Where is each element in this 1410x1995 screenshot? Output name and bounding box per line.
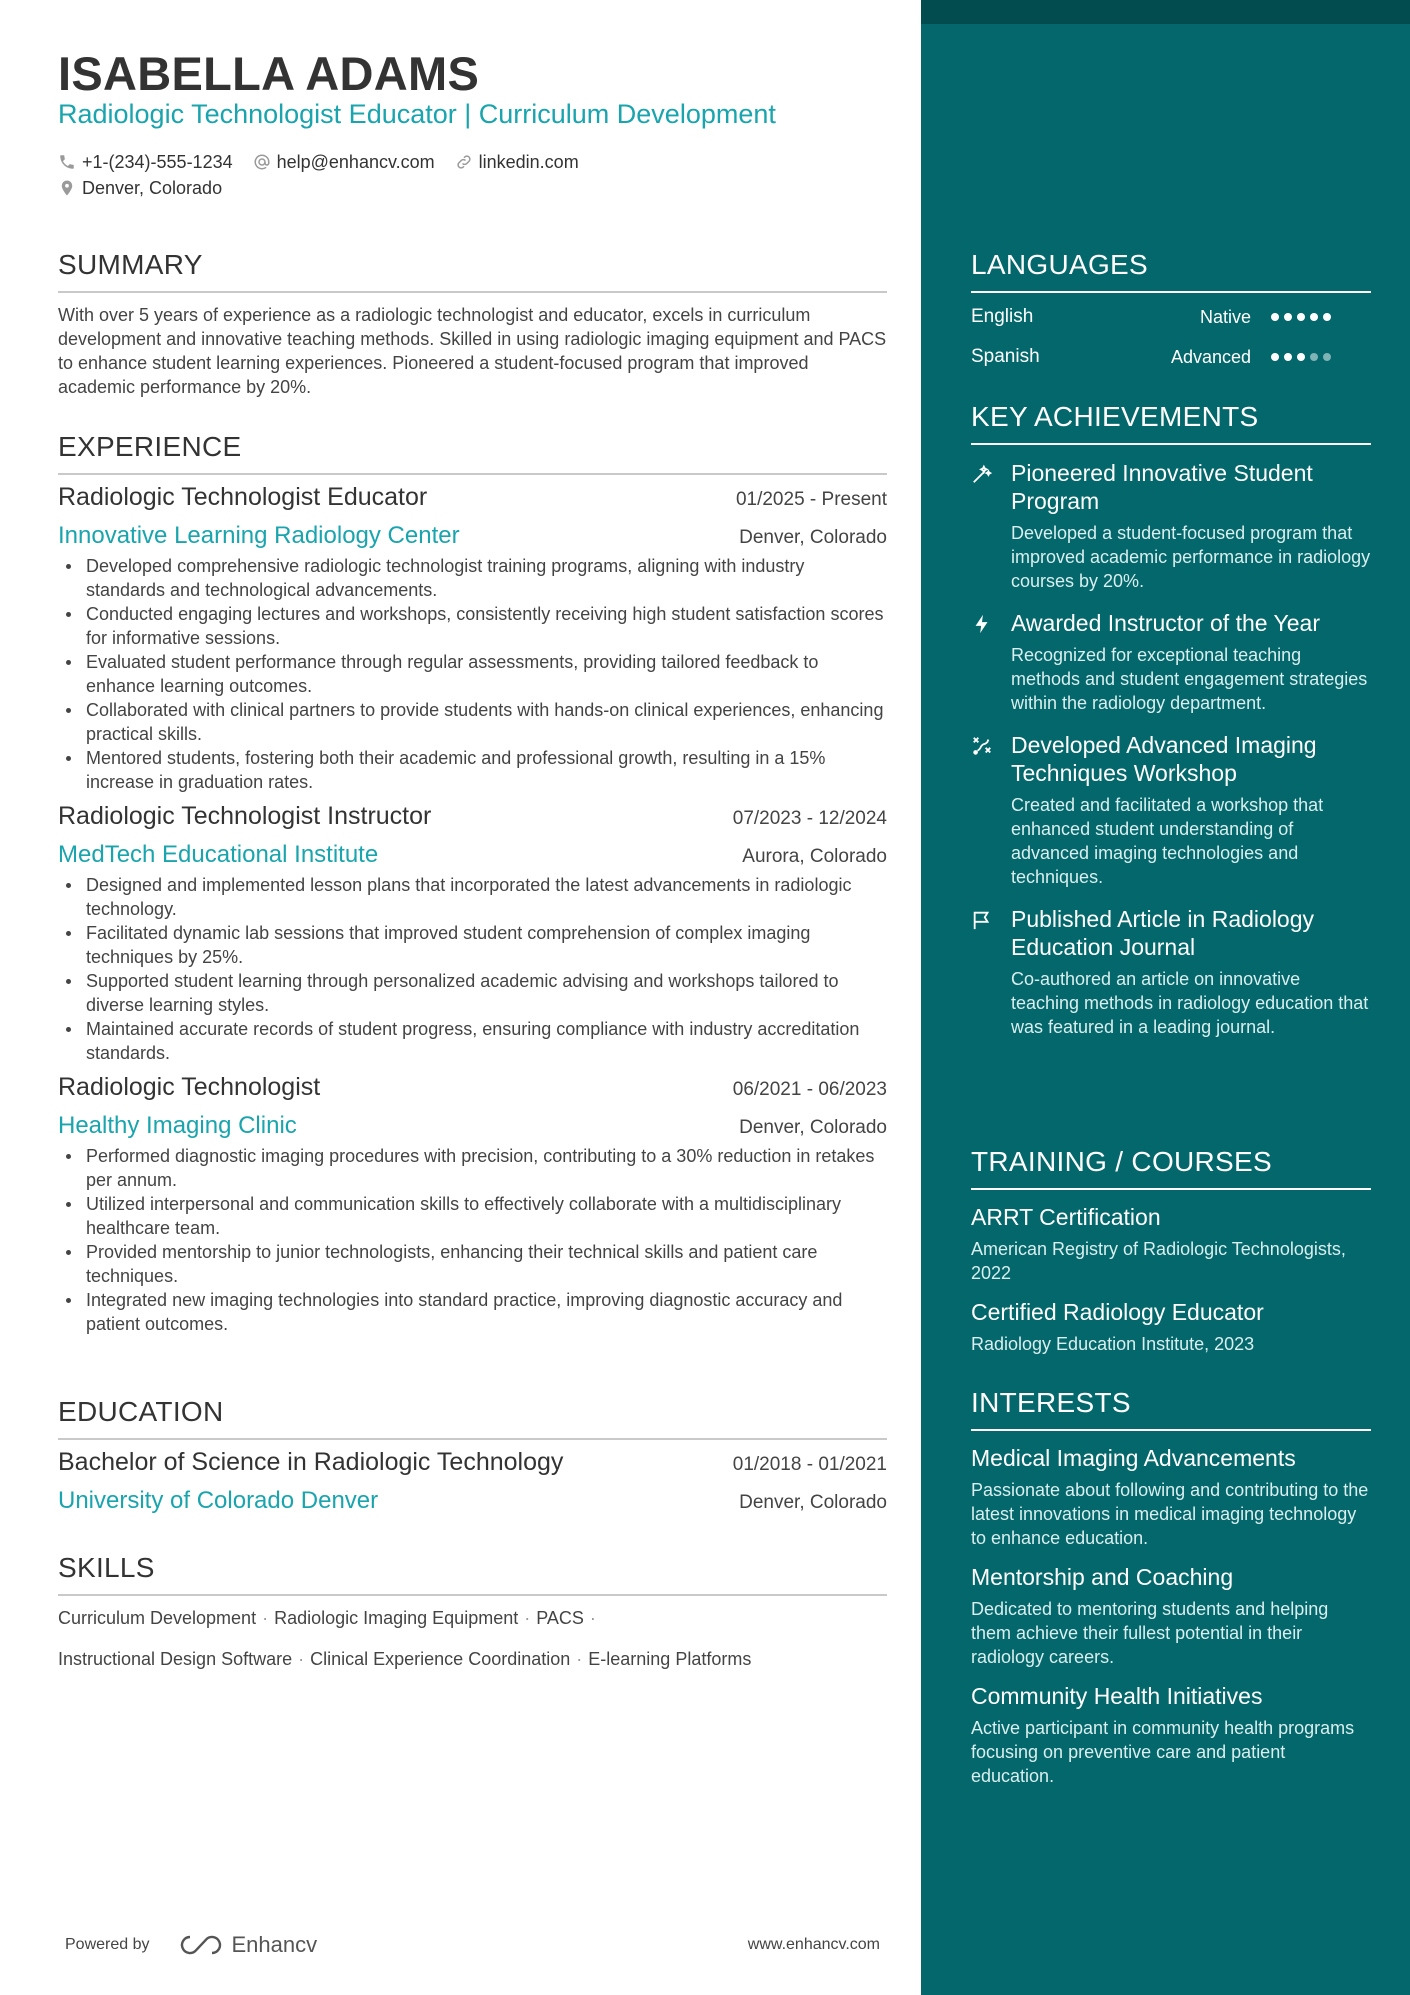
job-bullet: Developed comprehensive radiologic technologist training programs, aligning with industry standards and technological advancements. [58,554,887,602]
education-entry [58,1448,887,1515]
interest-item [971,1445,1371,1550]
job-bullet: Evaluated student performance through regular assessments, providing tailored feedback to enhance learning outcomes. [58,650,887,698]
language-rating [1271,353,1336,361]
rating-dot [1323,313,1331,321]
course-title: Certified Radiology Educator [971,1299,1264,1325]
experience-section [58,431,887,1336]
language-row [971,297,1371,337]
summary-title: SUMMARY [58,249,203,280]
summary-section [58,249,887,399]
interests-section [971,1387,1371,1788]
skills-section [58,1552,887,1671]
language-rating [1271,313,1336,321]
enhancv-logo-icon [178,1933,224,1957]
candidate-name: ISABELLA ADAMS [58,47,480,100]
job-bullets [58,554,887,794]
job-bullet: Integrated new imaging technologies into standard practice, improving diagnostic accuracy and patient outcomes. [58,1288,887,1336]
languages-section [971,249,1371,377]
interest-item [971,1683,1371,1788]
linkedin-contact[interactable] [455,152,579,173]
language-level: Advanced [1170,346,1251,367]
section-divider [971,291,1371,293]
achievement-desc: Recognized for exceptional teaching methods and student engagement strategies within the radiology department. [1011,645,1368,713]
language-name: Spanish [971,346,1040,367]
job-bullet: Collaborated with clinical partners to provide students with hands-on clinical experiences, enhancing practical skills. [58,698,887,746]
company-name: MedTech Educational Institute [58,841,379,868]
education-location: Denver, Colorado [739,1492,887,1513]
languages-title: LANGUAGES [971,249,1148,280]
section-divider [971,1188,1371,1190]
skills-title: SKILLS [58,1552,155,1583]
skill-item: Clinical Experience Coordination [310,1649,571,1669]
education-title: EDUCATION [58,1396,224,1427]
job-bullet: Supported student learning through personalized academic advising and workshops tailored to diverse learning styles. [58,969,887,1017]
email-text: help@enhancv.com [276,151,435,172]
achievement-item [971,905,1371,1039]
job-dates: 01/2025 - Present [735,489,887,510]
job-bullet: Maintained accurate records of student progress, ensuring compliance with industry accreditation standards. [58,1017,887,1065]
phone-contact[interactable] [58,152,233,173]
section-divider [58,291,887,293]
flag-icon [971,909,993,931]
experience-title: EXPERIENCE [58,431,242,462]
course-item [971,1204,1371,1285]
phone-icon [58,153,76,171]
interest-title: Community Health Initiatives [971,1683,1263,1709]
skills-row: Curriculum Development · Radiologic Imaging Equipment · PACS · [58,1608,596,1628]
training-title: TRAINING / COURSES [971,1146,1272,1177]
interest-title: Medical Imaging Advancements [971,1445,1296,1471]
education-dates: 01/2018 - 01/2021 [732,1454,887,1475]
skills-row: Instructional Design Software · Clinical Experience Coordination · E-learning Platforms [58,1649,752,1669]
achievement-item [971,731,1371,889]
email-contact[interactable] [253,152,435,173]
job-bullet: Conducted engaging lectures and workshops, consistently receiving high student satisfaction scores for informative sessions. [58,602,887,650]
phone-text: +1-(234)-555-1234 [82,151,233,172]
job-location: Aurora, Colorado [742,846,887,867]
training-section [971,1146,1371,1356]
course-desc: Radiology Education Institute, 2023 [971,1334,1255,1354]
degree-name: Bachelor of Science in Radiologic Technology [58,1448,564,1476]
brand-name: Enhancv [231,1932,318,1957]
achievement-title: Developed Advanced Imaging Techniques Workshop [1011,732,1317,786]
job-dates: 07/2023 - 12/2024 [732,808,887,829]
footer [65,1930,880,1960]
achievement-title: Published Article in Radiology Education Journal [1011,906,1315,960]
skill-item: E-learning Platforms [588,1649,752,1669]
school-name: University of Colorado Denver [58,1487,379,1514]
job-entry [58,1073,887,1336]
section-divider [58,1594,887,1596]
interest-desc: Dedicated to mentoring students and helping them achieve their fullest potential in their radiology careers. [971,1599,1329,1667]
company-name: Healthy Imaging Clinic [58,1112,297,1139]
course-desc: American Registry of Radiologic Technologists, 2022 [971,1239,1346,1283]
course-title: ARRT Certification [971,1204,1161,1230]
job-title: Radiologic Technologist [58,1073,321,1101]
job-bullets [58,873,887,1065]
contact-info [58,149,599,201]
section-divider [58,473,887,475]
achievement-item [971,459,1371,593]
job-location: Denver, Colorado [739,527,887,548]
course-item [971,1299,1371,1356]
achievement-desc: Developed a student-focused program that improved academic performance in radiology courses by 20%. [1011,523,1371,591]
job-bullet: Mentored students, fostering both their academic and professional growth, resulting in a 15% increase in graduation rates. [58,746,887,794]
powered-by-label: Powered by [65,1936,150,1953]
job-entry [58,483,887,794]
rating-dot [1271,313,1279,321]
section-divider [58,1438,887,1440]
job-title: Radiologic Technologist Instructor [58,802,432,830]
sidebar [921,0,1410,1995]
rating-dot [1310,313,1318,321]
skill-item: PACS [536,1608,584,1628]
skill-item: Radiologic Imaging Equipment [274,1608,519,1628]
job-bullet: Provided mentorship to junior technologists, enhancing their technical skills and patient care techniques. [58,1240,887,1288]
skill-item: Curriculum Development [58,1608,257,1628]
rating-dot [1271,353,1279,361]
linkedin-text: linkedin.com [478,151,579,172]
rating-dot [1323,353,1331,361]
interest-desc: Passionate about following and contributing to the latest innovations in medical imaging technology to enhance education. [971,1480,1369,1548]
footer-url[interactable]: www.enhancv.com [747,1936,880,1953]
sidebar-top-bar [921,0,1410,24]
summary-text: With over 5 years of experience as a radiologic technologist and educator, excels in curriculum development and innovative teaching methods. Skilled in using radiologic imaging equipment and PACS to enhance student learning experiences. Pioneered a student-focused program that improved academic performance by 20%. [58,305,887,397]
interests-title: INTERESTS [971,1387,1131,1418]
achievement-title: Awarded Instructor of the Year [1011,610,1320,636]
interest-item [971,1564,1371,1669]
link-icon [455,153,473,171]
job-dates: 06/2021 - 06/2023 [732,1079,887,1100]
lightning-icon [971,613,993,635]
skill-item: Instructional Design Software [58,1649,293,1669]
section-divider [971,1429,1371,1431]
job-bullet: Performed diagnostic imaging procedures with precision, contributing to a 30% reduction in retakes per annum. [58,1144,887,1192]
achievements-section [971,401,1371,1039]
interest-desc: Active participant in community health programs focusing on preventive care and patient education. [971,1718,1355,1786]
achievement-item [971,609,1371,715]
at-icon [253,153,271,171]
candidate-headline: Radiologic Technologist Educator | Curriculum Development [58,99,776,129]
rating-dot [1310,353,1318,361]
location-pin-icon [58,179,76,197]
location-text: Denver, Colorado [82,177,223,198]
job-entry [58,802,887,1065]
path-icon [971,735,993,757]
job-title: Radiologic Technologist Educator [58,483,428,511]
location-contact [58,178,222,199]
job-bullet: Utilized interpersonal and communication skills to effectively collaborate with a multidisciplinary healthcare team. [58,1192,887,1240]
job-bullet: Facilitated dynamic lab sessions that improved student comprehension of complex imaging techniques by 25%. [58,921,887,969]
language-level: Native [1199,306,1251,327]
rating-dot [1297,353,1305,361]
achievement-desc: Co-authored an article on innovative teaching methods in radiology education that was featured in a leading journal. [1011,969,1369,1037]
magic-wand-icon [971,463,993,485]
achievement-desc: Created and facilitated a workshop that enhanced student understanding of advanced imaging technologies and techniques. [1011,795,1324,887]
interest-title: Mentorship and Coaching [971,1564,1234,1590]
achievements-title: KEY ACHIEVEMENTS [971,401,1259,432]
job-location: Denver, Colorado [739,1117,887,1138]
rating-dot [1297,313,1305,321]
language-row [971,337,1371,377]
company-name: Innovative Learning Radiology Center [58,522,460,549]
education-section [58,1396,887,1515]
job-bullets [58,1144,887,1336]
language-name: English [971,306,1034,327]
section-divider [971,443,1371,445]
rating-dot [1284,313,1292,321]
job-bullet: Designed and implemented lesson plans that incorporated the latest advancements in radiologic technology. [58,873,887,921]
rating-dot [1284,353,1292,361]
achievement-title: Pioneered Innovative Student Program [1011,460,1313,514]
brand-logo[interactable] [178,1932,318,1958]
